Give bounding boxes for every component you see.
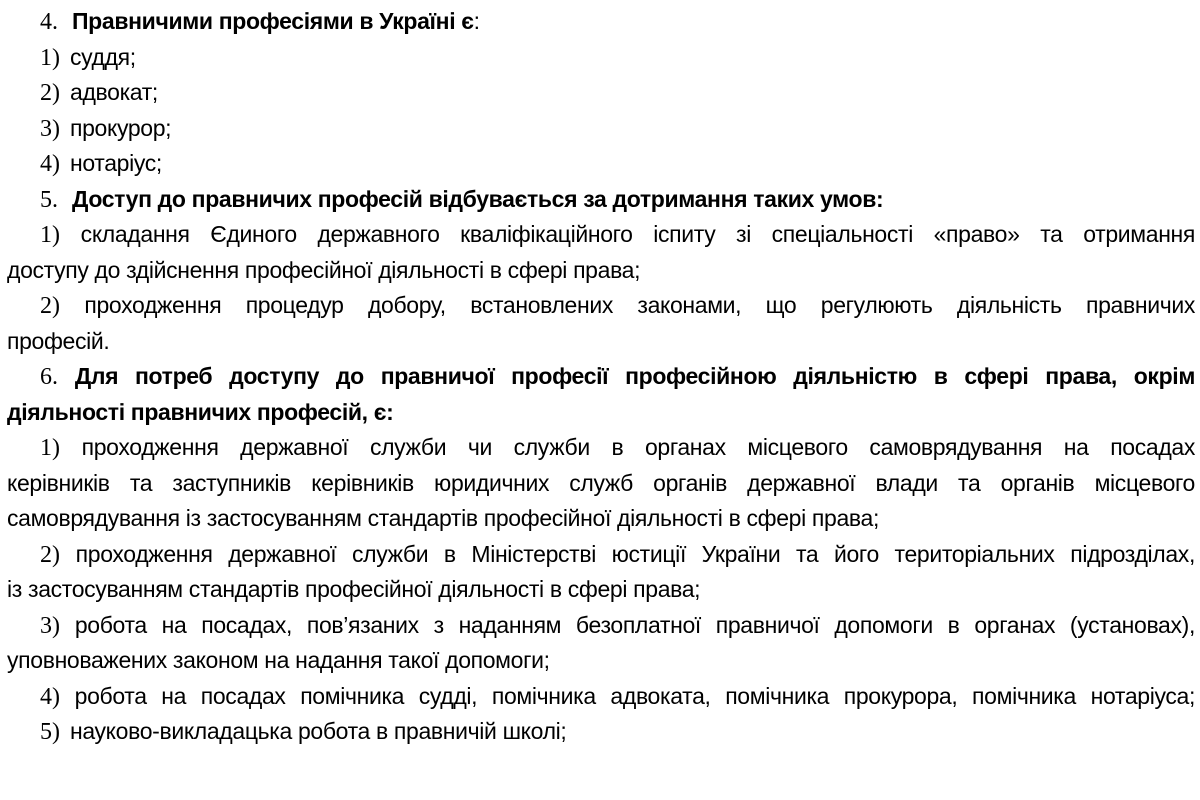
list-item-text: прокурор; [70, 114, 172, 141]
section-4-heading [7, 4, 1195, 40]
section-6-heading-line-1 [7, 359, 1195, 395]
section-4-item-4 [7, 146, 1195, 182]
section-6-item-2-line-1 [7, 537, 1195, 573]
section-5-item-1-line-2: доступу до здійснення професійної діяльності в сфері права; [7, 256, 641, 283]
section-6-item-3-line-2: уповноважених законом на надання такої допомоги; [7, 647, 550, 673]
section-4-item-3 [7, 111, 1195, 147]
list-item-text: проходження державної служби в Міністерстві юстиції України та його територіальних підрозділах, [75, 540, 1195, 567]
list-number: 3) [40, 612, 60, 639]
section-6-item-2-line-2: із застосуванням стандартів професійної діяльності в сфері права; [7, 576, 701, 602]
list-number: 4) [40, 683, 60, 710]
list-number: 1) [40, 44, 60, 71]
list-item-text: керівників та заступників керівників юридичних служб органів державної влади та органів місцевого [7, 469, 1195, 496]
list-number: 2) [40, 80, 60, 106]
list-item-text: науково-викладацька робота в правничій школі; [70, 718, 567, 744]
section-4-item-2 [7, 75, 1195, 111]
section-5-item-2-line-1 [7, 288, 1195, 324]
section-6-item-1-line-3: самоврядування із застосуванням стандартів професійної діяльності в сфері права; [7, 505, 879, 531]
section-5-item-1-line-1 [7, 217, 1195, 253]
section-6-item-3-line-1 [7, 608, 1195, 644]
section-4-colon: : [473, 8, 480, 34]
list-item-text: робота на посадах, пов’язаних з наданням безоплатної правничої допомоги в органах (установах), [74, 611, 1195, 638]
section-5-number: 5. [40, 186, 58, 213]
section-6-item-5-line-1 [7, 714, 1195, 750]
list-item-text: адвокат; [70, 79, 158, 105]
section-4-item-1 [7, 40, 1195, 76]
section-5-heading [7, 182, 1195, 218]
list-number: 2) [40, 541, 60, 568]
document-body [7, 4, 1195, 750]
list-item-text: нотаріус; [70, 150, 162, 176]
section-6-heading-line-2: діяльності правничих професій, є: [7, 398, 394, 425]
list-number: 1) [40, 222, 60, 248]
list-number: 5) [40, 719, 60, 745]
list-item-text: суддя; [70, 43, 136, 70]
section-6-item-1-line-1 [7, 430, 1195, 466]
section-6-item-4-line-1 [7, 679, 1195, 715]
section-6-item-1-line-2 [7, 466, 1195, 502]
list-number: 4) [40, 151, 60, 177]
list-number: 2) [40, 293, 60, 319]
list-item-text: проходження процедур добору, встановлених законами, що регулюють діяльність правничих [84, 292, 1195, 318]
section-5-item-2-line-2: професій. [7, 327, 110, 354]
section-6-number: 6. [40, 364, 58, 390]
section-4-title: Правничими професіями в Україні є [72, 8, 474, 34]
section-6-title: Для потреб доступу до правничої професії професійною діяльністю в сфері права, окрім [74, 363, 1195, 389]
section-4-number: 4. [40, 9, 58, 35]
list-number: 1) [40, 435, 60, 461]
list-number: 3) [40, 115, 60, 142]
list-item-text: проходження державної служби чи служби в органах місцевого самоврядування на посадах [81, 434, 1196, 460]
list-item-text: робота на посадах помічника судді, помічника адвоката, помічника прокурора, помічника нотаріуса; [74, 682, 1195, 709]
section-5-title: Доступ до правничих професій відбувається за дотримання таких умов: [72, 185, 884, 212]
list-item-text: складання Єдиного державного кваліфікаційного іспиту зі спеціальності «право» та отримання [80, 221, 1195, 247]
